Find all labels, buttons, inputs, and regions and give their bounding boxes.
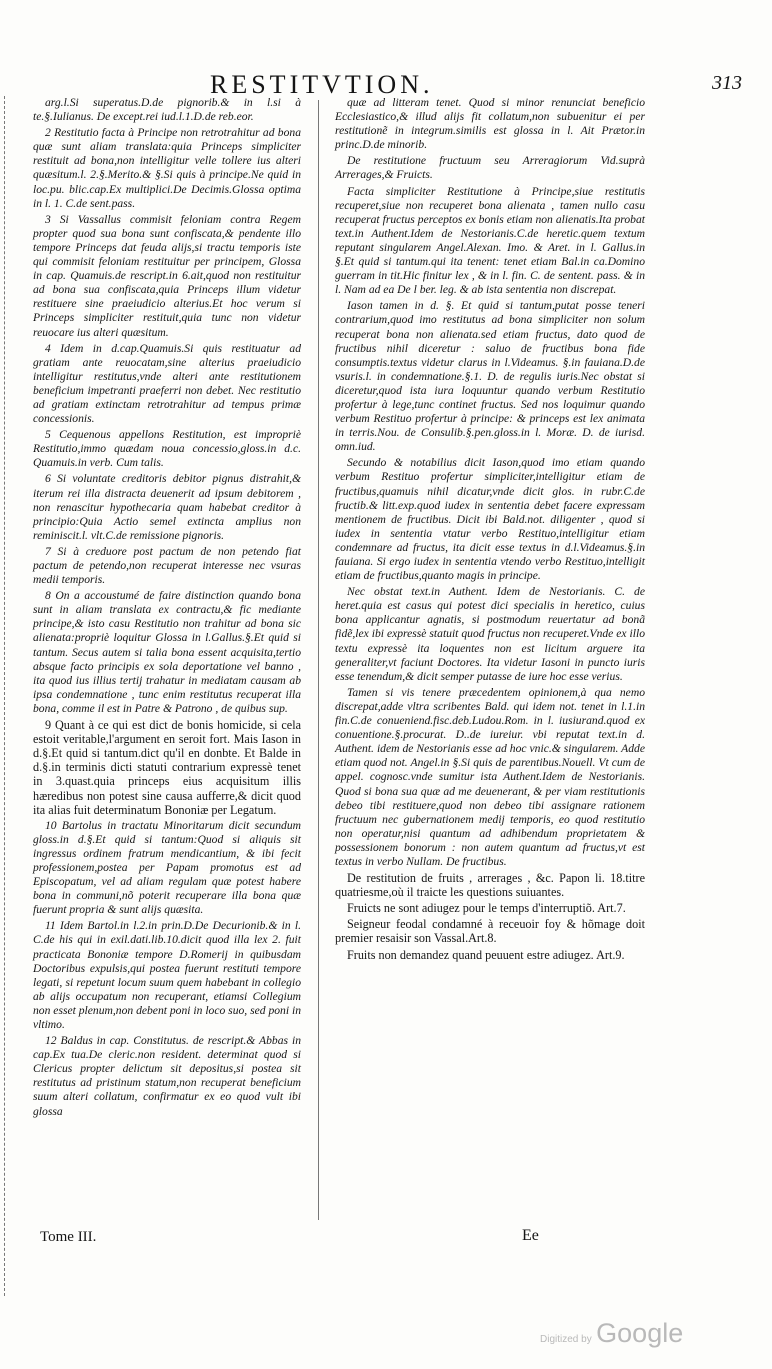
paragraph: 6 Si voluntate creditoris debitor pignus distrahit,& iterum rei illa distracta deuenerit ad ipsum debitorem , non renascitur hypothecaria quam habebat creditor à principio:Quia Actio semel extincta amplius non reminiscit.l. vlt.C.de remissione pignoris.	[33, 472, 301, 542]
paragraph: 2 Restitutio facta à Principe non retrotrahitur ad bona quæ sunt aliam translata:quia Princeps simpliciter restituit ad bona,non intelligitur velle tollere ius alteri quæsitum.l. 2.§.Merito.& §.Si quis à principe.Ne quid in loc.pu. blic.cap.Ex multiplici.De Decimis.Glossa optima in l. 1. C.de sent.pass.	[33, 126, 301, 210]
paragraph: arg.l.Si superatus.D.de pignorib.& in l.si à te.§.Iulianus. De except.rei iud.l.1.D.de reb.eor.	[33, 96, 301, 124]
paragraph: 4 Idem in d.cap.Quamuis.Si quis restituatur ad gratiam ante reuocatam,sine alterius praeiudicio intelligitur restitutus,vnde alteri ante restitutionem beneficium impetranti praeferri non debet. Nec restitutio ad gratiam extinctam retrotrahitur ad tempus primæ concessionis.	[33, 341, 301, 426]
signature-mark: Ee	[522, 1227, 539, 1244]
left-column	[33, 96, 301, 1121]
column-divider	[318, 100, 319, 1220]
digitized-prefix: Digitized by	[540, 1334, 592, 1345]
paragraph: Nec obstat text.in Authent. Idem de Nestorianis. C. de heret.quia est casus qui potest dici specialis in heretico, cuius bona applicantur agnatis, si postmodum reuertatur ad bonã fidẽ,lex ibi expressè statuit quod fructus non recuperet.Vnde ex illo textu expressè ita loquentes non est licitum arguere ita generaliter,vt faciunt Doctores. Ita videtur Iasoni in puncto iuris esse tenendum,& dicit semper putasse de iure hoc esse verius.	[335, 585, 645, 683]
paragraph: 8 On a accoustumé de faire distinction quando bona sunt in aliam translata ex contractu,& fic mediante principe,& isto casu Restitutio non trahitur ad bona sic alienata:propriè loquitur Glossa in l.Gallus.§.Et quid si tantum. Secus autem si talia bona essent acquisita,tertio absque facto principis ex sola deportatione vel banno , ita quod ius illius tertij trahatur in mediatam causam ab ipsa condemnatione , tunc enim restitutus recuperat illa bona, comme il est in Patre & Patrono , de quibus sup.	[33, 589, 301, 715]
paragraph: 7 Si à creduore post pactum de non petendo fiat pactum de petendo,non recuperat interesse nec vsuras medii temporis.	[33, 544, 301, 587]
paragraph: Fruicts ne sont adiugez pour le temps d'interruptiõ. Art.7.	[347, 901, 626, 916]
google-logo: Google	[596, 1318, 684, 1348]
page-number: 313	[712, 72, 742, 94]
paragraph: De restitutione fructuum seu Arreragiorum Vid.suprà Arrerages,& Fruicts.	[335, 154, 645, 182]
paragraph: Fruits non demandez quand peuuent estre adiugez. Art.9.	[347, 947, 625, 962]
digitized-watermark	[540, 1318, 683, 1349]
paragraph: De restitution de fruits , arrerages , &c. Papon li. 18.titre quatriesme,où il traicte les questions suiuantes.	[335, 871, 645, 900]
paragraph: Facta simpliciter Restitutione à Principe,siue restitutis recuperet,siue non recuperet bona alienata , tamen nullo casu recuperat fructus perceptos ex bonis etiam non alienatis.Ita probat text.in Authent.Idem de Nestorianis.C.de heretic.quem textum reputant singularem Angel.Alexan. Imo. & Aret. in l. Gallus.in §.Et quid si tantum.qui ita tenent: tenet etiam Bal.in ca.Domino guerram in tit.Hic finitur lex , & in l. fin. C. de sentent. pass. & in l. Nam ad ea De l ber. leg. & ab ista sententia non discrepat.	[335, 184, 645, 297]
paragraph: 10 Bartolus in tractatu Minoritarum dicit secundum gloss.in d.§.Et quid si tantum:Quod si aliquis sit ingressus ordinem fratrum mendicantium, & ibi fecit professionem,postea per Papam promotus est ad Episcopatum, vel ad aliam regulam quæ potest habere bona in communi,nõ poterit recuperare illa bona quæ fuerunt propria & sunt alijs quæsita.	[33, 818, 301, 917]
running-head-title: RESTITVTION.	[210, 70, 434, 99]
paragraph: 3 Si Vassallus commisit feloniam contra Regem propter quod sua bona sunt confiscata,& pendente illo tempore Princeps dat feuda alijs,si tractu temporis iste qui commisit feloniam restituitur per principem, Glossa in cap. Quamuis.de rescript.in 6.ait,quod non restituitur ad bona sua confiscata,quia Princeps illum videtur restituere sine praeiudicio alterius.Et hoc verum si Princeps simpliciter restituit,quia tunc non videtur reuocare ius alteri quæsitum.	[33, 212, 301, 339]
paragraph: 12 Baldus in cap. Constitutus. de rescript.& Abbas in cap.Ex tua.De cleric.non resident. determinat quod si Clericus propter delictum sit depositus,si postea sit restitutus ad pristinum statum,non recuperat beneficium suum alteri collatum, confirmatur ex eo quod vult ibi glossa	[33, 1034, 301, 1118]
paragraph: 11 Idem Bartol.in l.2.in prin.D.De Decurionib.& in l. C.de his qui in exil.dati.lib.10.dicit quod illa lex 2. fuit practicata Bononiæ tempore D.Romerij in quibusdam Doctoribus expulsis,qui postea fuerunt restituti tempore legati, si repetunt locum suum quem habebant in collegio ab alijs occupatum non recuperant, etiamsi Collegium non esset plenum,non debent poni in loco suo, sed poni in vltimo.	[33, 919, 301, 1031]
volume-label: Tome III.	[40, 1229, 97, 1245]
paragraph: 9 Quant à ce qui est dict de bonis homicide, si cela estoit veritable,l'argument en seroit fort. Mais Iason in d.§.Et quid si tantum.dict qu'il en donbte. Et Balde in d.§.in terminis dicti statuti contrarium expressè tenet in 3.quast.quia princeps eius acquisitum illis hæredibus non potest sine causa aufferre,& dicit quod ita alias fuit determinatum Bononiæ per Legatum.	[33, 718, 301, 817]
paragraph: Tamen si vis tenere præcedentem opinionem,à qua nemo discrepat,adde vltra scribentes Bald. qui idem not. tenet in l.1.in fin.C.de conueniend.fisc.deb.Ludou.Rom. in l. iusiurand.quod ex conuentione.§.procurat. D..de iureiur. vbi reputat text.in d. Authent. idem de Nestorianis esse ad hoc vnic.& singularem. Adde etiam quod not. Angel.in §.Si quis de parentibus.Nouell. Vt cum de appel. cognosc.vnde sumitur ista Authent.Idem de Nestorianis. Quod si bona sua quæ ad me deuenerant, & per viam restitutionis debeo tibi restituere,quod non debeo tibi assignare rationem fructuum nec gubernationem medij temporis, eo quod restitutio non operatur,nisi quantum ad adhibendum proprietatem & possessionem bonorum : non autem quantum ad fructus,vt est textus in verbo Nullam. De fructibus.	[335, 685, 645, 868]
paragraph: Seigneur feodal condamné à receuoir foy & hõmage doit premier resaisir son Vassal.Art.8.	[335, 917, 645, 946]
right-column	[335, 96, 645, 964]
paragraph: Iason tamen in d. §. Et quid si tantum,putat posse teneri contrarium,quod imo restitutus ad bona simpliciter non solum recuperat bona non alienata.sed etiam fructus, dato quod de fructibus nihil diceretur : saluo de fructibus bona fide consumptis.textus videtur clarus in l.Videamus. §.in fauiana.D.de vsuris.l. in condemnatione.§.1. D. de regulis iuris.Nec obstat si diceretur,quod ista iura loquuntur quando verbum Restitutio profertur à lege,tunc continet fructus. Sed nos loquimur quando verbum Restituo profertur à principe: & princeps est lex animata in terris.Nou. de Consulib.§.pen.gloss.in l. Moræ. D. de iurisd. omn.iud.	[335, 299, 645, 454]
page-edge-left	[4, 96, 8, 1296]
paragraph: quæ ad litteram tenet. Quod si minor renunciat beneficio Ecclesiastico,& illud alijs fit collatum,non subuenitur ei per restitutionẽ in integrum.similis est glossa in l. Ait Prætor.in princ.D.de minorib.	[335, 96, 645, 152]
paragraph: Secundo & notabilius dicit Iason,quod imo etiam quando verbum Restituo profertur simpliciter,intelligitur etiam de fructibus,quamuis nihil dicatur,vnde dicit glos. in rubr.C.de fructib.& litt.exp.quod iudex in sententia debet facere expressam mentionem de fructibus. Dicit ibi Bald.not. diligenter , quod si iudex in sententia vtatur verbo Restituo,intelligitur etiam condemnare ad fructus, ita dicit esse textus in d.l.Videamus.§.in fauiana. Si ergo iudex in sententia vtendo verbo Restituo,intelligit etiam de fructibus,quanto magis in principe.	[335, 456, 645, 583]
paragraph: 5 Cequenous appellons Restitution, est impropriè Restitutio,immo quædam noua concessio,gloss.in d.c. Quamuis.in verb. Cum talis.	[33, 428, 301, 470]
